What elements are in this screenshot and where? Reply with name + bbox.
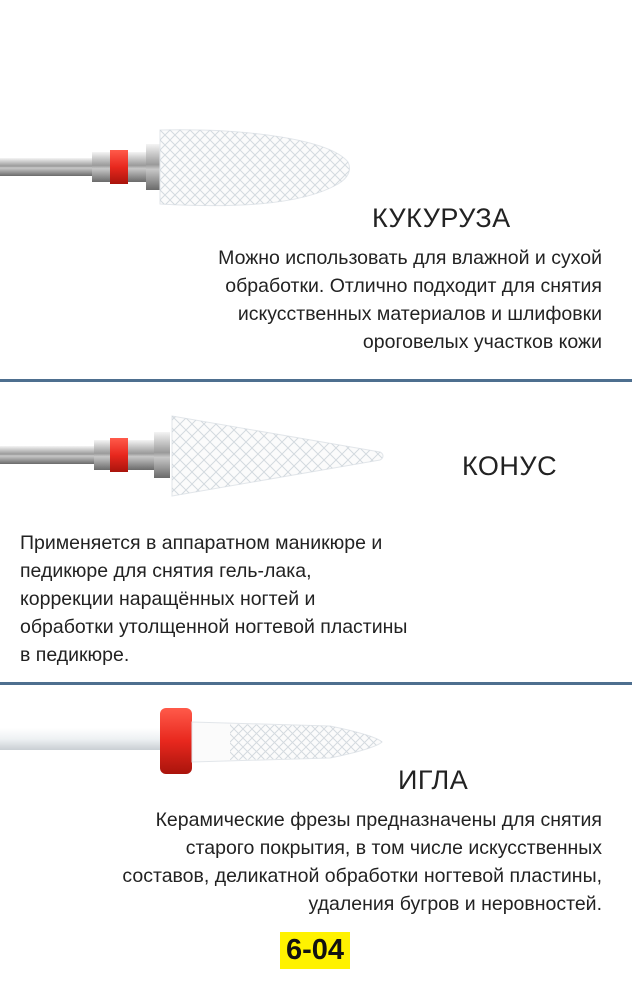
description-line: педикюре для снятия гель-лака, bbox=[20, 560, 312, 582]
description-line: искусственных материалов и шлифовки bbox=[237, 303, 602, 325]
description-line: Можно использовать для влажной и сухой bbox=[218, 247, 602, 269]
section-title-needle: ИГЛА bbox=[398, 765, 469, 795]
description-line: в педикюре. bbox=[20, 644, 130, 666]
description-line: составов, деликатной обработки ногтевой пластины, bbox=[122, 865, 602, 887]
description-line: удаления бугров и неровностей. bbox=[308, 893, 602, 915]
corn-bit-image bbox=[0, 120, 360, 215]
needle-bit-image bbox=[0, 702, 392, 782]
section-divider bbox=[0, 682, 632, 685]
section-title-cone: КОНУС bbox=[462, 451, 558, 481]
cone-bit-image bbox=[0, 412, 390, 504]
description-line: Применяется в аппаратном маникюре и bbox=[20, 532, 383, 554]
description-line: старого покрытия, в том числе искусственных bbox=[185, 837, 602, 859]
section-title-corn: КУКУРУЗА bbox=[372, 203, 511, 233]
description-line: обработки утолщенной ногтевой пластины bbox=[20, 616, 408, 638]
section-description-cone bbox=[20, 529, 407, 669]
product-code-badge: 6-04 bbox=[280, 932, 350, 969]
section-description-needle bbox=[122, 806, 602, 918]
description-line: Керамические фрезы предназначены для снятия bbox=[155, 809, 602, 831]
description-line: коррекции наращённых ногтей и bbox=[20, 588, 316, 610]
description-line: ороговелых участков кожи bbox=[362, 331, 602, 353]
section-description-corn bbox=[218, 244, 602, 356]
description-line: обработки. Отлично подходит для снятия bbox=[225, 275, 602, 297]
section-divider bbox=[0, 379, 632, 382]
